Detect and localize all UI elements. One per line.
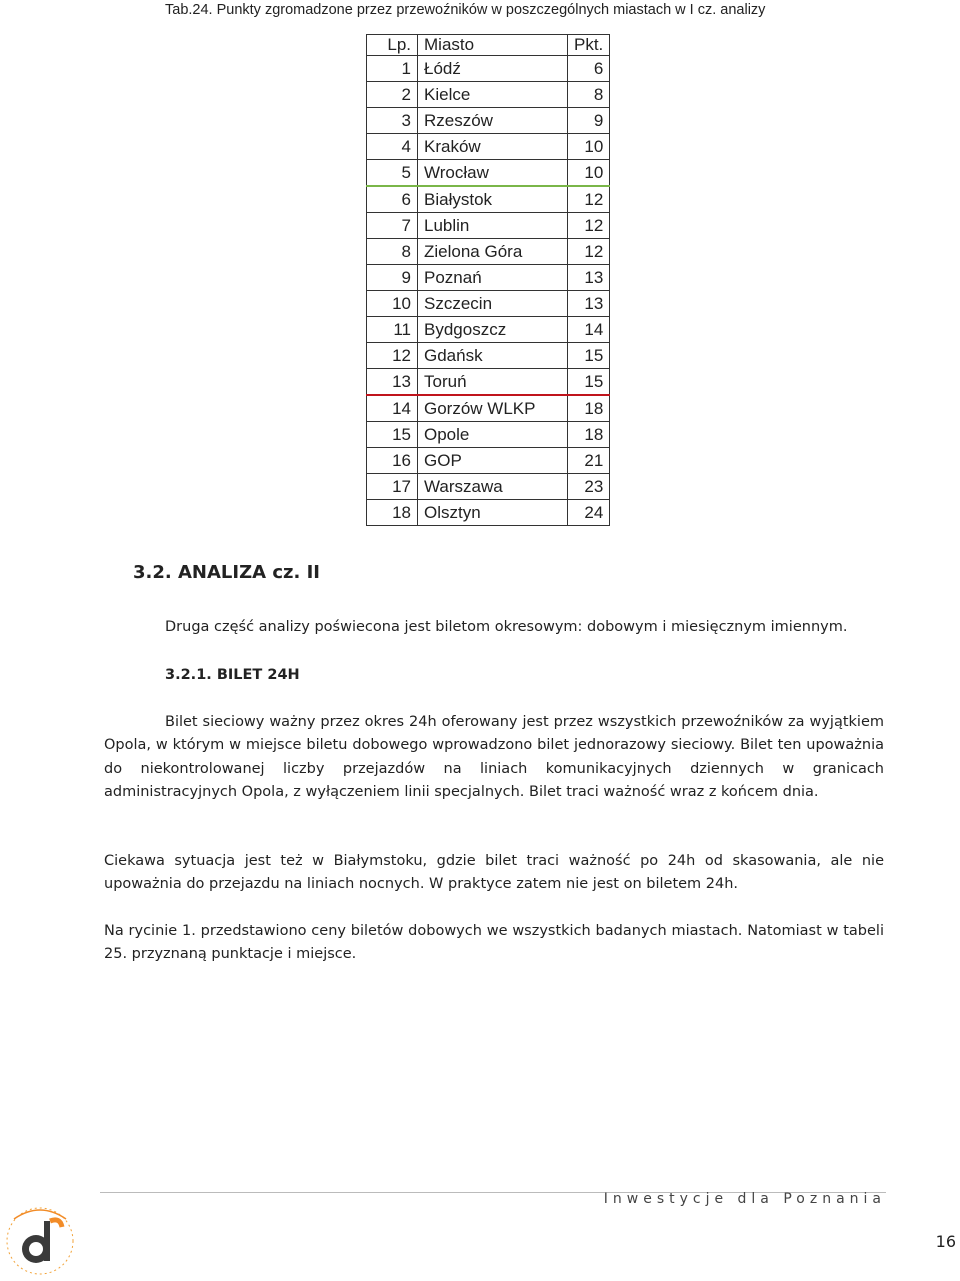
row-city: Gdańsk <box>418 343 568 369</box>
table-row <box>367 291 610 317</box>
row-lp: 1 <box>367 56 418 82</box>
row-points: 12 <box>568 213 610 239</box>
table-row <box>367 213 610 239</box>
table-header-row <box>367 35 610 56</box>
row-city: GOP <box>418 448 568 474</box>
table-row <box>367 160 610 187</box>
row-points: 10 <box>568 160 610 187</box>
row-city: Białystok <box>418 186 568 213</box>
page-number: 16 <box>935 1232 956 1251</box>
intro-paragraph: Druga część analizy poświecona jest biletom okresowym: dobowym i miesięcznym imiennym. <box>165 619 848 635</box>
row-city: Zielona Góra <box>418 239 568 265</box>
paragraph-bialystok: Ciekawa sytuacja jest też w Białymstoku, gdzie bilet traci ważność po 24h od skasowania, ale nie upoważnia do przejazdu na liniach nocnych. W praktyce zatem nie jest on biletem 24h. <box>104 853 884 893</box>
row-points: 18 <box>568 422 610 448</box>
row-city: Gorzów WLKP <box>418 395 568 422</box>
row-city: Szczecin <box>418 291 568 317</box>
row-lp: 16 <box>367 448 418 474</box>
header-city: Miasto <box>418 35 568 56</box>
row-points: 12 <box>568 239 610 265</box>
row-lp: 14 <box>367 395 418 422</box>
row-lp: 15 <box>367 422 418 448</box>
table-row <box>367 82 610 108</box>
row-lp: 3 <box>367 108 418 134</box>
table-row <box>367 239 610 265</box>
table-row <box>367 134 610 160</box>
footer-brand: Inwestycje dla Poznania <box>603 1191 886 1207</box>
ranking-table <box>366 34 610 526</box>
row-city: Kielce <box>418 82 568 108</box>
row-lp: 10 <box>367 291 418 317</box>
table-row <box>367 56 610 82</box>
subsection-heading: 3.2.1. BILET 24H <box>165 667 300 683</box>
row-lp: 7 <box>367 213 418 239</box>
row-lp: 4 <box>367 134 418 160</box>
row-city: Bydgoszcz <box>418 317 568 343</box>
row-lp: 18 <box>367 500 418 526</box>
row-points: 18 <box>568 395 610 422</box>
row-city: Olsztyn <box>418 500 568 526</box>
row-lp: 11 <box>367 317 418 343</box>
row-points: 9 <box>568 108 610 134</box>
table-row <box>367 474 610 500</box>
row-points: 21 <box>568 448 610 474</box>
row-points: 10 <box>568 134 610 160</box>
row-lp: 12 <box>367 343 418 369</box>
paragraph-bilet-24h <box>104 711 884 804</box>
table-row <box>367 108 610 134</box>
table-row <box>367 369 610 396</box>
row-city: Wrocław <box>418 160 568 187</box>
row-lp: 13 <box>367 369 418 396</box>
table-row <box>367 343 610 369</box>
row-city: Poznań <box>418 265 568 291</box>
row-points: 13 <box>568 291 610 317</box>
row-points: 8 <box>568 82 610 108</box>
row-city: Opole <box>418 422 568 448</box>
row-lp: 5 <box>367 160 418 187</box>
table-row <box>367 186 610 213</box>
table-row <box>367 265 610 291</box>
row-city: Lublin <box>418 213 568 239</box>
inwestycje-logo-icon <box>0 1195 80 1281</box>
table-row <box>367 500 610 526</box>
table-caption: Tab.24. Punkty zgromadzone przez przewoźników w poszczególnych miastach w I cz. analizy <box>165 2 766 18</box>
paragraph-bilet-24h-text: Bilet sieciowy ważny przez okres 24h oferowany jest przez wszystkich przewoźników za wyjątkiem Opola, w którym w miejsce biletu dobowego wprowadzono bilet jednorazowy sieciowy. Bilet ten upoważnia do niekontrolowanej liczby przejazdów na liniach komunikacyjnych dziennych w granicach administracyjnych Opola, z wyłączeniem linii specjalnych. Bilet traci ważność wraz z końcem dnia. <box>104 714 884 800</box>
table-row <box>367 317 610 343</box>
header-lp: Lp. <box>367 35 418 56</box>
row-points: 24 <box>568 500 610 526</box>
row-city: Warszawa <box>418 474 568 500</box>
row-points: 23 <box>568 474 610 500</box>
row-lp: 17 <box>367 474 418 500</box>
table-row <box>367 422 610 448</box>
row-points: 15 <box>568 369 610 396</box>
row-lp: 6 <box>367 186 418 213</box>
table-row <box>367 448 610 474</box>
row-city: Toruń <box>418 369 568 396</box>
row-city: Kraków <box>418 134 568 160</box>
row-points: 12 <box>568 186 610 213</box>
table-row <box>367 395 610 422</box>
row-points: 6 <box>568 56 610 82</box>
row-city: Łódź <box>418 56 568 82</box>
row-points: 13 <box>568 265 610 291</box>
paragraph-figure-reference: Na rycinie 1. przedstawiono ceny biletów dobowych we wszystkich badanych miastach. Natomiast w tabeli 25. przyznaną punktacje i miejsce. <box>104 923 884 963</box>
row-points: 14 <box>568 317 610 343</box>
row-lp: 9 <box>367 265 418 291</box>
header-points: Pkt. <box>568 35 610 56</box>
row-points: 15 <box>568 343 610 369</box>
row-lp: 2 <box>367 82 418 108</box>
row-city: Rzeszów <box>418 108 568 134</box>
row-lp: 8 <box>367 239 418 265</box>
section-heading: 3.2. ANALIZA cz. II <box>133 562 320 583</box>
